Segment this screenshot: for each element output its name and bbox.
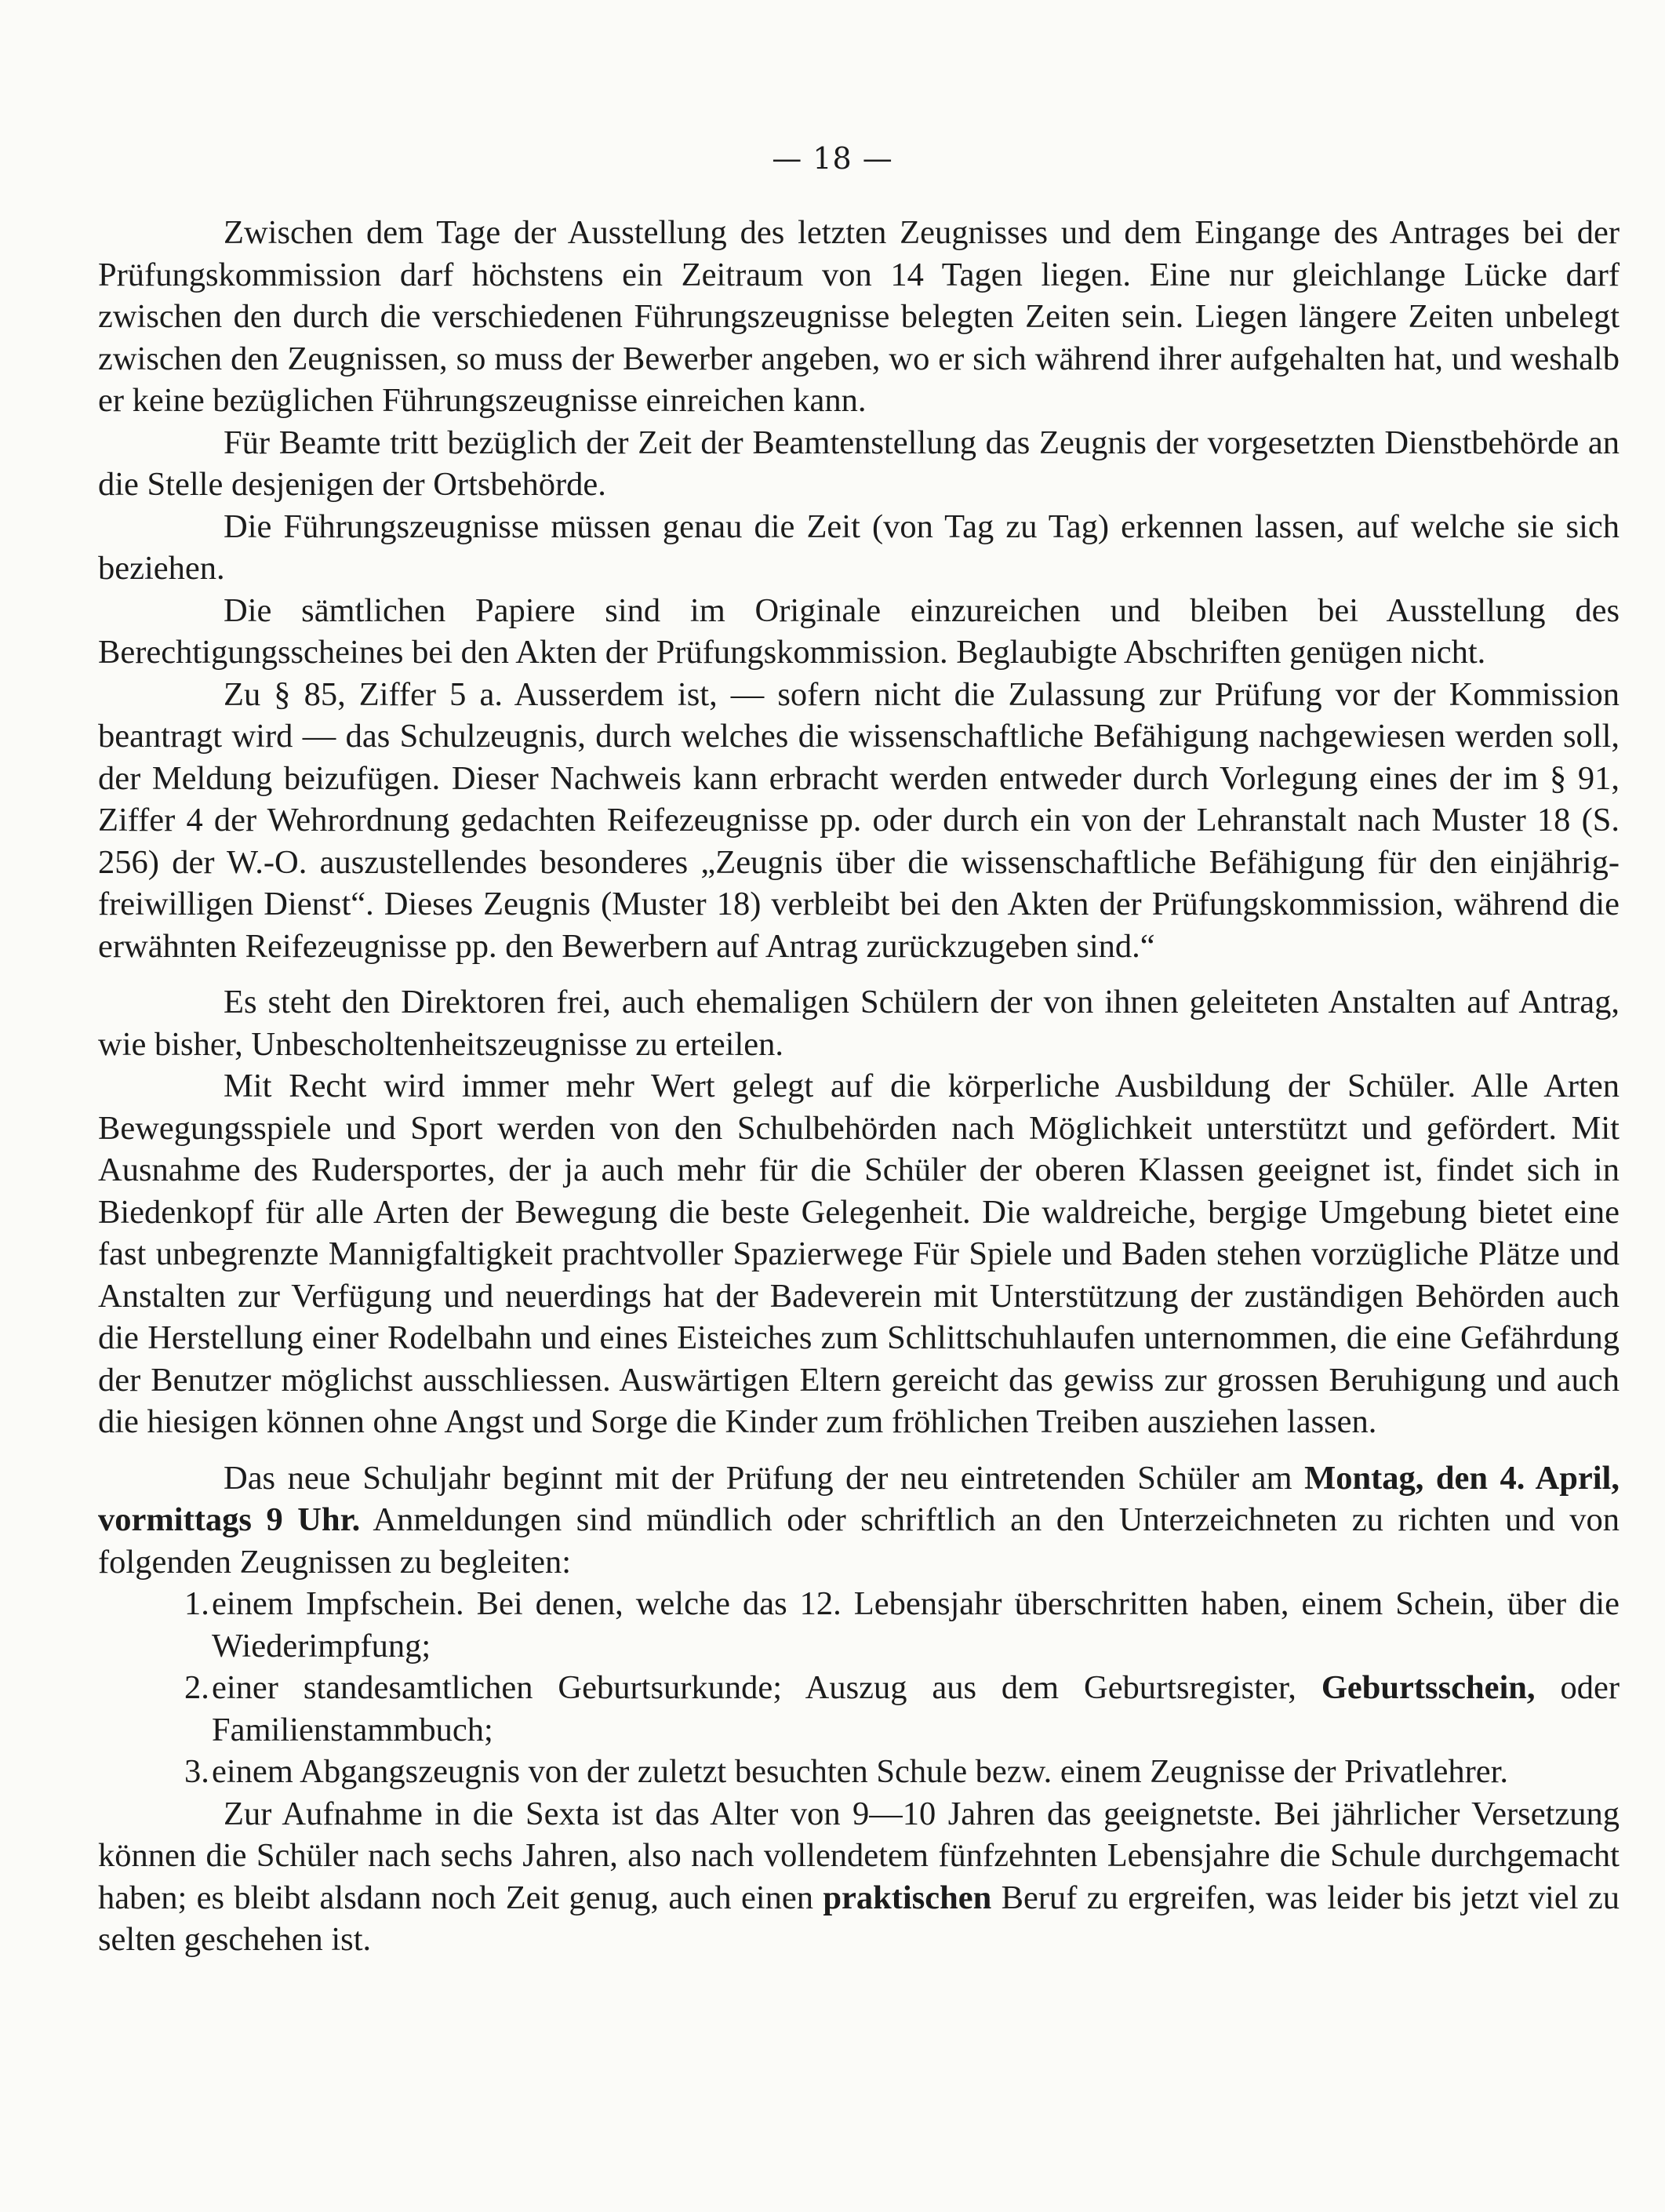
list-item-text-post: oder Familienstammbuch; xyxy=(212,1669,1620,1748)
sexta-bold: praktischen xyxy=(823,1879,992,1916)
list-item-text-pre: einer standesamtlichen Geburtsurkunde; Auszug aus dem Geburtsregister, xyxy=(212,1669,1321,1706)
schuljahr-date: Montag, den 4. April, vormittags 9 Uhr. xyxy=(98,1459,1620,1538)
list-number: 1. xyxy=(184,1585,209,1622)
paragraph-zeugnis-zeitraum: Zwischen dem Tage der Ausstellung des letzten Zeugnisses und dem Eingange des Antrages bei der Prüfungskommission darf höchstens ein Zeitraum von 14 Tagen liegen. Eine nur gleichlange Lücke darf zwischen den durch die verschiedenen Führungszeugnisse belegten Zeiten sein. Liegen längere Zeiten unbelegt zwischen den Zeugnissen, so muss der Bewerber angeben, wo er sich während ihrer aufgehalten hat, und weshalb er keine bezüglichen Führungszeugnisse einreichen kann. xyxy=(98,214,1620,419)
paragraph-direktoren: Es steht den Direktoren frei, auch ehemaligen Schülern der von ihnen geleiteten Anstalten auf Antrag, wie bisher, Unbescholtenheitszeugnisse zu erteilen. xyxy=(98,984,1620,1063)
list-item xyxy=(98,1751,1620,1793)
list-item xyxy=(98,1583,1620,1667)
paragraph-fuehrungszeugnisse: Die Führungszeugnisse müssen genau die Zeit (von Tag zu Tag) erkennen lassen, auf welche sie sich beziehen. xyxy=(98,508,1620,587)
paragraph-papiere: Die sämtlichen Papiere sind im Originale einzureichen und bleiben bei Ausstellung des Berechtigungsscheines bei den Akten der Prüfungskommission. Beglaubigte Abschriften genügen nicht. xyxy=(98,591,1620,671)
paragraph-paragraph-85: Zu § 85, Ziffer 5 a. Ausserdem ist, — sofern nicht die Zulassung zur Prüfung vor der Kommission beantragt wird — das Schulzeugnis, durch welches die wissenschaftliche Befähigung nachgewiesen werden soll, der Meldung beizufügen. Dieser Nachweis kann erbracht werden entweder durch Vorlegung eines der im § 91, Ziffer 4 der Wehrordnung gedachten Reifezeugnisse pp. oder durch ein von der Lehranstalt nach Muster 18 (S. 256) der W.-O. auszustellendes besonderes „Zeugnis über die wissenschaftliche Befähigung für den einjährig-freiwilligen Dienst“. Dieses Zeugnis (Muster 18) verbleibt bei den Akten der Prüfungskommission, während die erwähnten Reifezeugnisse pp. den Bewerbern auf Antrag zurückzugeben sind.“ xyxy=(98,675,1620,965)
page-number: — 18 — xyxy=(772,141,893,176)
list-item-text: einem Impfschein. Bei denen, welche das 12. Lebensjahr überschritten haben, einem Schein, über die Wiederimpfung; xyxy=(212,1585,1620,1664)
sexta-text-pre: Zur Aufnahme in die Sexta ist das Alter von 9—10 Jahren das geeignetste. Bei jährlicher Versetzung können die Schüler nach sechs Jahren, also nach vollendetem fünfzehnten Lebensjahre die Schule durchgemacht haben; es bleibt alsdann noch Zeit genug, auch einen xyxy=(98,1795,1620,1916)
list-number: 3. xyxy=(184,1753,209,1790)
paragraph-beamte: Für Beamte tritt bezüglich der Zeit der Beamtenstellung das Zeugnis der vorgesetzten Dienstbehörde an die Stelle desjenigen der Ortsbehörde. xyxy=(98,424,1620,503)
paragraph-sexta xyxy=(98,1793,1620,1961)
required-documents-list xyxy=(98,1583,1620,1793)
schuljahr-text-pre: Das neue Schuljahr beginnt mit der Prüfung der neu eintretenden Schüler am xyxy=(224,1459,1305,1497)
schuljahr-text-post: Anmeldungen sind mündlich oder schriftlich an den Unterzeichneten zu richten und von folgenden Zeugnissen zu begleiten: xyxy=(98,1501,1620,1581)
list-number: 2. xyxy=(184,1669,209,1706)
paragraph-koerperliche-ausbildung: Mit Recht wird immer mehr Wert gelegt auf die körperliche Ausbildung der Schüler. Alle Arten Bewegungsspiele und Sport werden von den Schulbehörden nach Möglichkeit unterstützt und gefördert. Mit Ausnahme des Rudersportes, der ja auch mehr für die Schüler der oberen Klassen geeignet ist, findet sich in Biedenkopf für alle Arten der Bewegung die beste Gelegenheit. Die waldreiche, bergige Umgebung bietet eine fast unbegrenzte Mannigfaltigkeit prachtvoller Spazierwege Für Spiele und Baden stehen vorzügliche Plätze und Anstalten zur Verfügung und neuerdings hat der Badeverein mit Unterstützung der zuständigen Behörden auch die Herstellung einer Rodelbahn und eines Eisteiches zum Schlittschuhlaufen unternommen, die eine Gefährdung der Benutzer möglichst ausschliessen. Auswärtigen Eltern gereicht das gewiss zur grossen Beruhigung und auch die hiesigen können ohne Angst und Sorge die Kinder zum fröhlichen Treiben ausziehen lassen. xyxy=(98,1068,1620,1440)
body-text xyxy=(98,212,1620,1961)
paragraph-schuljahr xyxy=(98,1457,1620,1584)
list-item-bold: Geburtsschein, xyxy=(1321,1669,1536,1706)
list-item-text: einem Abgangszeugnis von der zuletzt besuchten Schule bezw. einem Zeugnisse der Privatlehrer. xyxy=(212,1753,1509,1790)
sexta-text-post: Beruf zu ergreifen, was leider bis jetzt viel zu selten geschehen ist. xyxy=(98,1879,1620,1958)
list-item xyxy=(98,1667,1620,1751)
